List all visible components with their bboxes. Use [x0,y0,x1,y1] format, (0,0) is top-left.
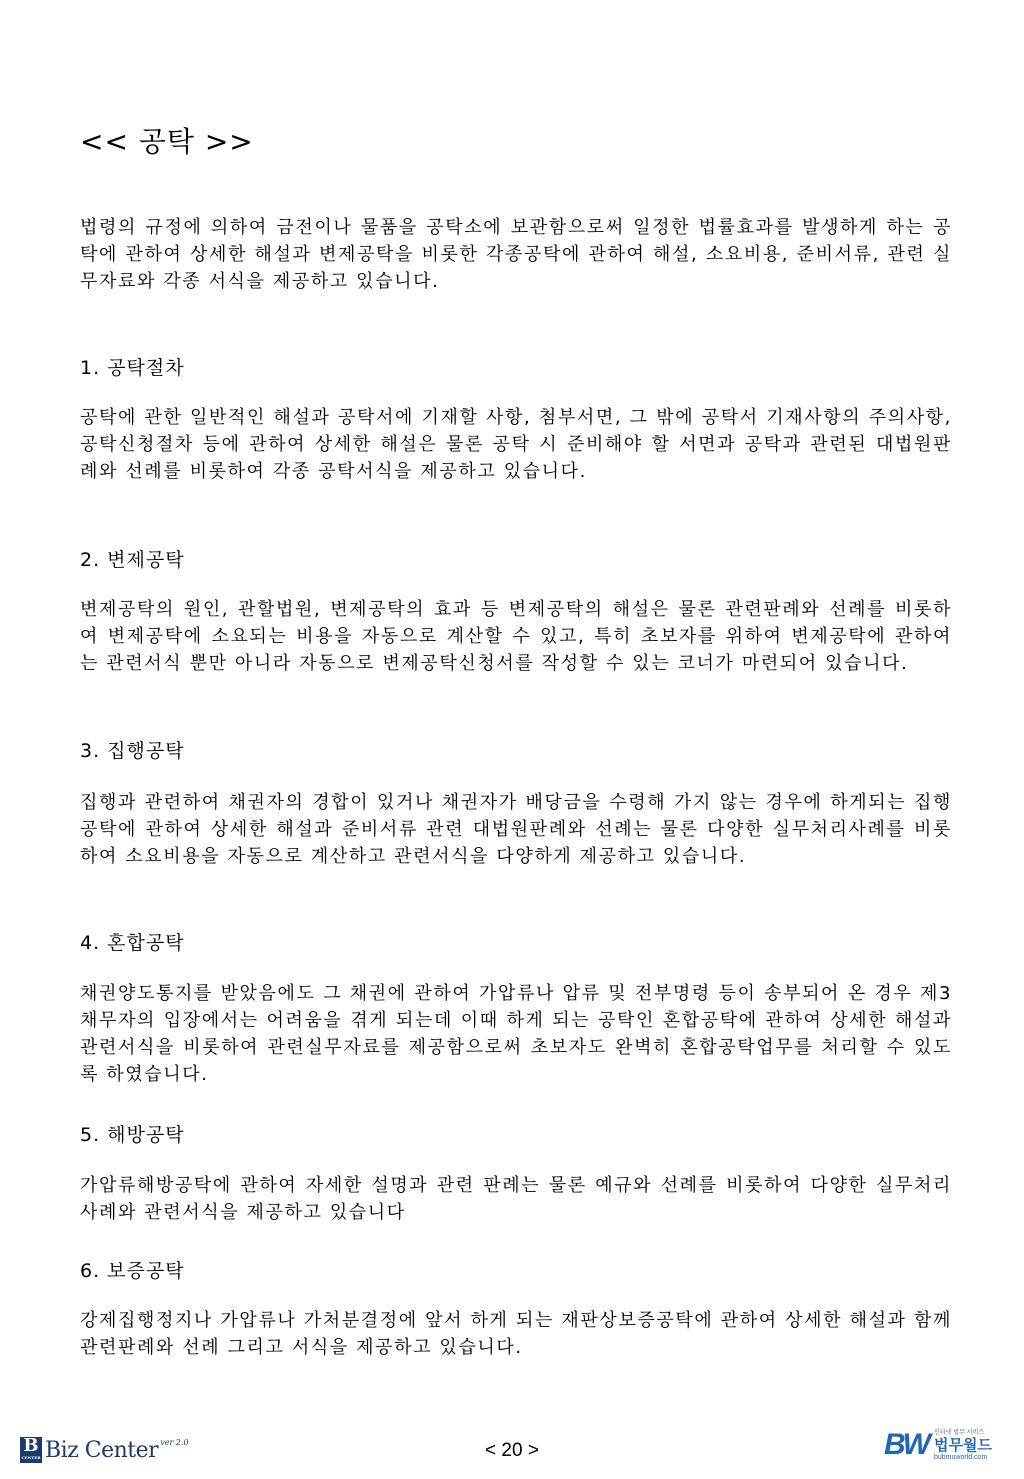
section-body-release: 가압류해방공탁에 관하여 자세한 설명과 관련 판례는 물론 예규와 선례를 비롯하여 다양한 실무처리사례와 관련서식을 제공하고 있습니다 [80,1175,952,1223]
biz-center-logo-name: Biz Center [45,1437,159,1463]
bubmuworld-logo-url: bubmuworld.com [933,1453,988,1461]
section-heading-execution: 3. 집행공탁 [80,740,185,762]
bubmuworld-logo-name: 법무월드 [933,1435,992,1454]
section-body-guarantee: 강제집행정지나 가압류나 가처분결정에 앞서 하게 되는 재판상보증공탁에 관하여 상세한 해설과 함께 관련판례와 선례 그리고 서식을 제공하고 있습니다. [80,1310,952,1358]
page-number: < 20 > [485,1440,539,1461]
section-heading-mixed: 4. 혼합공탁 [80,932,185,954]
section-body-execution: 집행과 관련하여 채권자의 경합이 있거나 채권자가 배당금을 수령해 가지 않는 경우에 하게되는 집행공탁에 관하여 상세한 해설과 준비서류 관련 대법원판례와 선례는 물론 다양한 실무처리사례를 비롯하여 소요비용을 자동으로 계산하고 관련서식을 다양하게 제공하고 있습니다. [80,792,952,867]
section-heading-procedure: 1. 공탁절차 [80,357,185,379]
page-title: << 공탁 >> [80,125,254,158]
bubmuworld-logo-mark: BW [884,1428,928,1461]
section-heading-guarantee: 6. 보증공탁 [80,1260,185,1282]
section-heading-release: 5. 해방공탁 [80,1124,185,1146]
bubmuworld-logo-tagline: 인터넷 법무 서비스 [933,1428,985,1436]
section-body-mixed: 채권양도통지를 받았음에도 그 채권에 관하여 가압류나 압류 및 전부명령 등이 송부되어 온 경우 제3채무자의 입장에서는 어려움을 겪게 되는데 이때 하게 되는 공탁인 혼합공탁에 관하여 상세한 해설과 관련서식을 비롯하여 관련실무자료를 제공함으로써 초보자도 완벽히 혼합공탁업무를 처리할 수 있도록 하였습니다. [80,983,952,1085]
section-body-payment: 변제공탁의 원인, 관할법원, 변제공탁의 효과 등 변제공탁의 해설은 물론 관련판례와 선례를 비롯하여 변제공탁에 소요되는 비용을 자동으로 계산할 수 있고, 특히 초보자를 위하여 변제공탁에 관하여는 관련서식 뿐만 아니라 자동으로 변제공탁신청서를 작성할 수 있는 코너가 마련되어 있습니다. [80,599,952,674]
biz-center-logo-version: ver 2.0 [160,1438,189,1447]
intro-paragraph: 법령의 규정에 의하여 금전이나 물품을 공탁소에 보관함으로써 일정한 법률효과를 발생하게 하는 공탁에 관하여 상세한 해설과 변제공탁을 비롯한 각종공탁에 관하여 해설, 소요비용, 준비서류, 관련 실무자료와 각종 서식을 제공하고 있습니다. [80,217,952,292]
bubmuworld-logo [884,1428,992,1462]
biz-center-logo-subtext: CENTER [21,1455,41,1460]
section-body-procedure: 공탁에 관한 일반적인 해설과 공탁서에 기재할 사항, 첨부서면, 그 밖에 공탁서 기재사항의 주의사항, 공탁신청절차 등에 관하여 상세한 해설은 물론 공탁 시 준비해야 할 서면과 공탁과 관련된 대법원판례와 선례를 비롯하여 각종 공탁서식을 제공하고 있습니다. [80,407,952,482]
section-heading-payment: 2. 변제공탁 [80,549,185,571]
biz-center-logo-letter: B [23,1435,39,1456]
